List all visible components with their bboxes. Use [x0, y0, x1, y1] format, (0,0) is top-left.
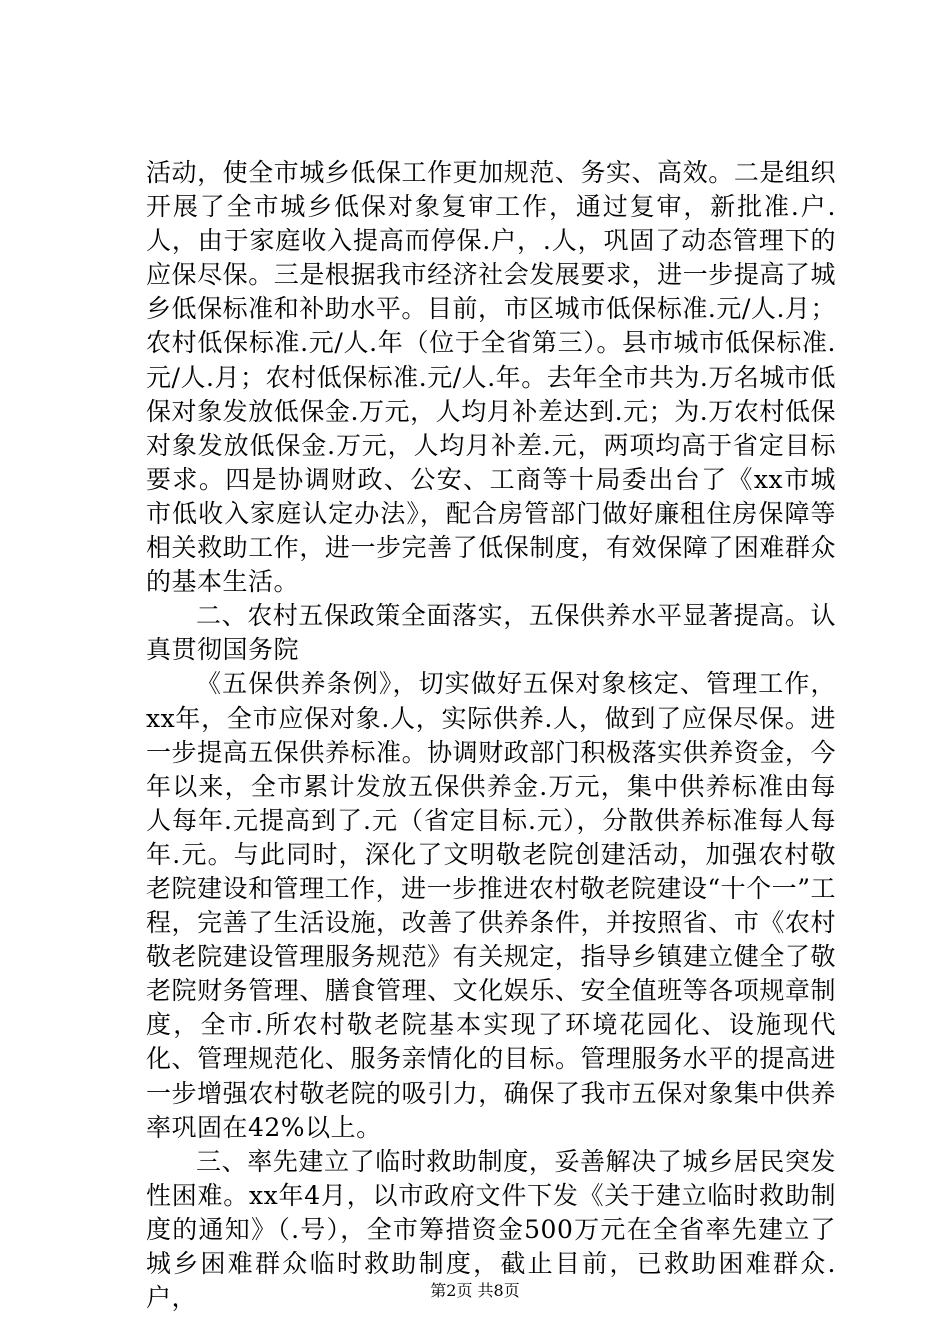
paragraph-five-guarantees: 《五保供养条例》，切实做好五保对象核定、管理工作，xx年，全市应保对象.人，实际供养.人，做到了应保尽保。进一步提高五保供养标准。协调财政部门积极落实供养资金，今年以来，全市累计发放五保供养金.万元，集中供养标准由每人每年.元提高到了.元（省定目标.元），分散供养标准每人每年.元。与此同时，深化了文明敬老院创建活动，加强农村敬老院建设和管理工作，进一步推进农村敬老院建设“十个一”工程，完善了生活设施，改善了供养条件，并按照省、市《农村敬老院建设管理服务规范》有关规定，指导乡镇建立健全了敬老院财务管理、膳食管理、文化娱乐、安全值班等各项规章制度，全市.所农村敬老院基本实现了环境花园化、设施现代化、管理规范化、服务亲情化的目标。管理服务水平的提高进一步增强农村敬老院的吸引力，确保了我市五保对象集中供养率巩固在42%以上。	[146, 669, 836, 1142]
page-number-footer: 第2页 共8页	[430, 1281, 520, 1300]
paragraph-section-three: 三、率先建立了临时救助制度，妥善解决了城乡居民突发性困难。xx年4月，以市政府文件下发《关于建立临时救助制度的通知》（.号），全市筹措资金500万元在全省率先建立了城乡困难群众临时救助制度，截止目前，已救助困难群众.户，	[146, 1146, 836, 1313]
paragraph-section-two: 二、农村五保政策全面落实，五保供养水平显著提高。认真贯彻国务院	[146, 601, 836, 665]
document-body	[146, 156, 836, 1315]
paragraph-continuation: 活动，使全市城乡低保工作更加规范、务实、高效。二是组织开展了全市城乡低保对象复审工作，通过复审，新批准.户.人，由于家庭收入提高而停保.户，.人，巩固了动态管理下的应保尽保。三是根据我市经济社会发展要求，进一步提高了城乡低保标准和补助水平。目前，市区城市低保标准.元/人.月；农村低保标准.元/人.年（位于全省第三）。县市城市低保标准.元/人.月；农村低保标准.元/人.年。去年全市共为.万名城市低保对象发放低保金.万元，人均月补差达到.元；为.万农村低保对象发放低保金.万元，人均月补差.元，两项均高于省定目标要求。四是协调财政、公安、工商等十局委出台了《xx市城市低收入家庭认定办法》，配合房管部门做好廉租住房保障等相关救助工作，进一步完善了低保制度，有效保障了困难群众的基本生活。	[146, 158, 836, 597]
